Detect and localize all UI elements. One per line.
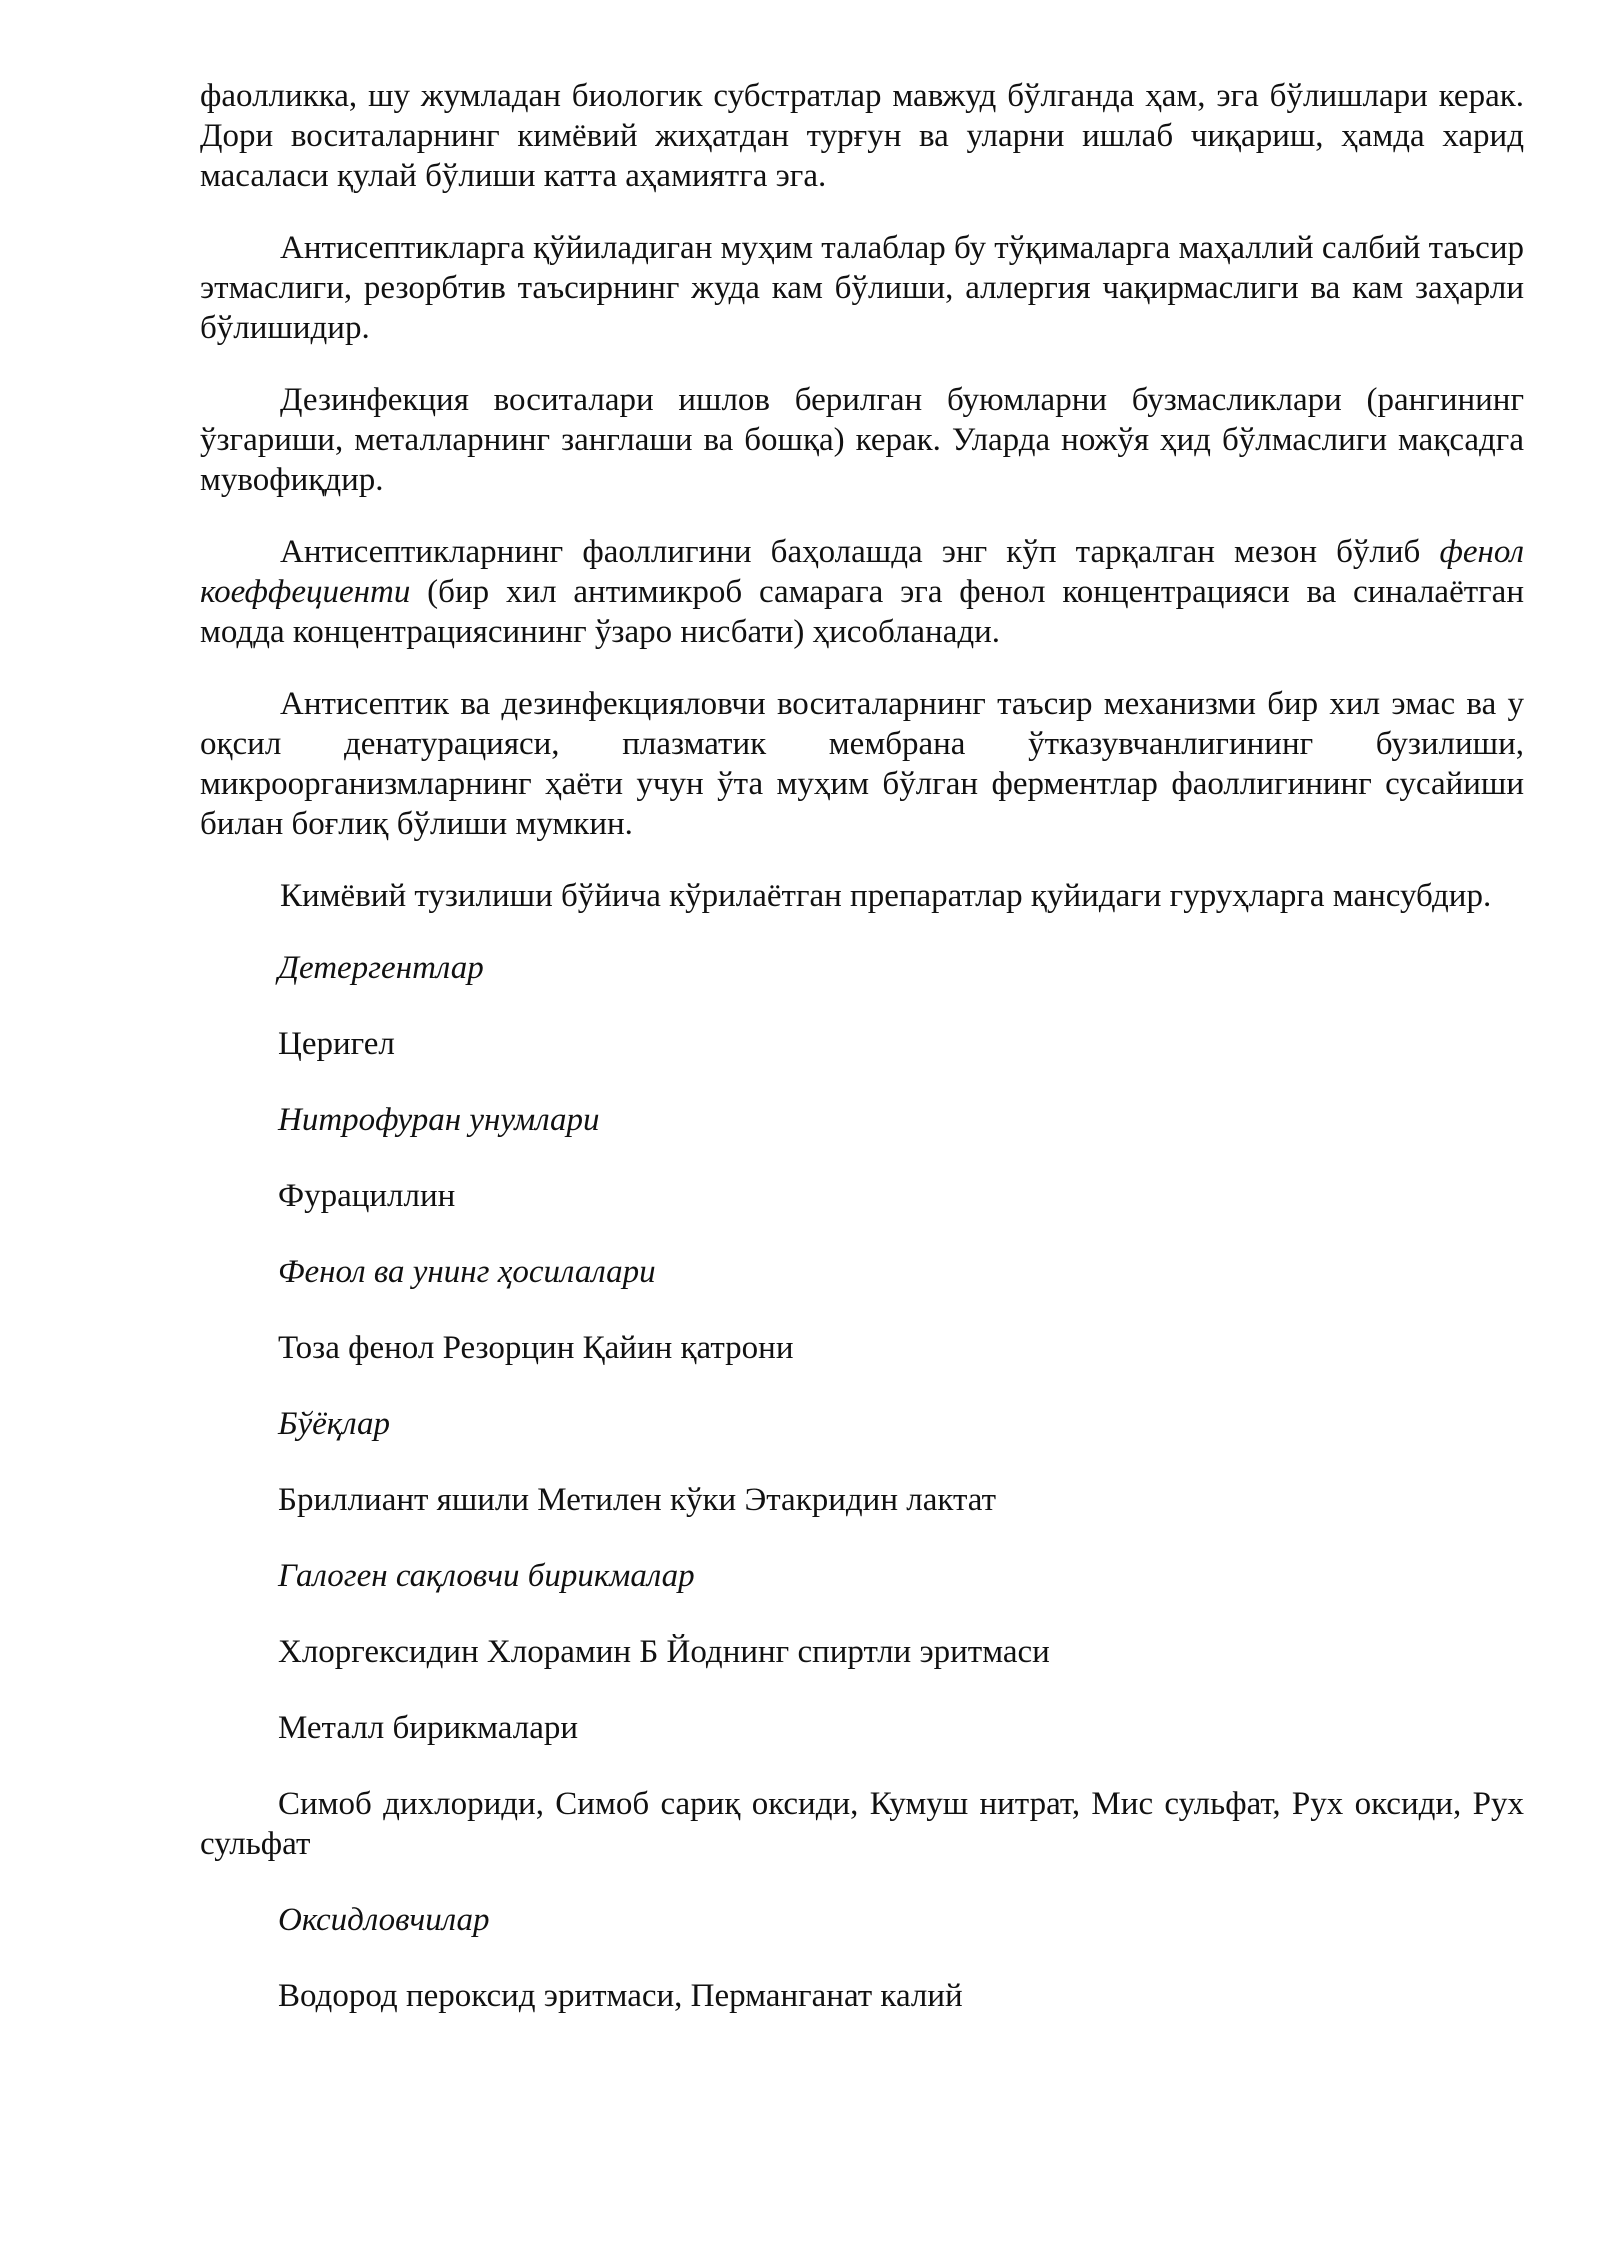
group-heading-oxidizers: Оксидловчилар	[278, 1902, 490, 1938]
group-heading-phenols: Фенол ва унинг ҳосилалари	[278, 1254, 656, 1290]
group-items-metal-compounds: Симоб дихлориди, Симоб сариқ оксиди, Кумуш нитрат, Мис сульфат, Рух оксиди, Рух сульфат	[200, 1786, 1524, 1862]
paragraph-3: Дезинфекция воситалари ишлов берилган буюмларни бузмасликлари (рангининг ўзгариши, металларнинг занглаши ва бошқа) керак. Уларда ножўя ҳид бўлмаслиги мақсадга мувофиқдир.	[200, 382, 1524, 498]
paragraph-4-text-start: Антисептикларнинг фаоллигини баҳолашда энг кўп тарқалган мезон бўлиб	[280, 534, 1440, 570]
document-body	[200, 76, 1524, 2016]
paragraph-6: Кимёвий тузилиши бўйича кўрилаётган препаратлар қуйидаги гуруҳларга мансубдир.	[280, 878, 1492, 914]
group-heading-dyes: Бўёқлар	[278, 1406, 390, 1442]
group-items-oxidizers: Водород пероксид эритмаси, Перманганат калий	[278, 1978, 963, 2014]
paragraph-4-text-end: (бир хил антимикроб самарага эга фенол концентрацияси ва синалаётган модда концентрациясининг ўзаро нисбати) ҳисобланади.	[200, 574, 1524, 650]
group-heading-nitrofurans: Нитрофуран унумлари	[278, 1102, 600, 1138]
paragraph-4-italic-term: фенол коеффециенти	[200, 534, 1524, 610]
group-items-detergents: Церигел	[278, 1026, 395, 1062]
paragraph-5: Антисептик ва дезинфекцияловчи воситаларнинг таъсир механизми бир хил эмас ва у оқсил денатурацияси, плазматик мембрана ўтказувчанлигининг бузилиши, микроорганизмларнинг ҳаёти учун ўта муҳим бўлган ферментлар фаоллигининг сусайиши билан боғлиқ бўлиши мумкин.	[200, 686, 1524, 842]
paragraph-2: Антисептикларга қўйиладиган муҳим талаблар бу тўқималарга маҳаллий салбий таъсир этмаслиги, резорбтив таъсирнинг жуда кам бўлиши, аллергия чақирмаслиги ва кам заҳарли бўлишидир.	[200, 230, 1524, 346]
group-heading-metal-compounds: Металл бирикмалари	[278, 1710, 579, 1746]
drug-groups-list	[200, 948, 1524, 2016]
group-items-halogens: Хлоргексидин Хлорамин Б Йоднинг спиртли эритмаси	[278, 1634, 1050, 1670]
paragraph-4	[200, 532, 1524, 652]
group-items-dyes: Бриллиант яшили Метилен кўки Этакридин лактат	[278, 1482, 997, 1518]
group-items-phenols: Тоза фенол Резорцин Қайин қатрони	[278, 1330, 794, 1366]
group-heading-detergents: Детергентлар	[278, 950, 484, 986]
paragraph-1: фаолликка, шу жумладан биологик субстратлар мавжуд бўлганда ҳам, эга бўлишлари керак. Дори воситаларнинг кимёвий жиҳатдан турғун ва уларни ишлаб чиқариш, ҳамда харид масаласи қулай бўлиши катта аҳамиятга эга.	[200, 78, 1524, 194]
group-heading-halogens: Галоген сақловчи бирикмалар	[278, 1558, 695, 1594]
group-items-nitrofurans: Фурациллин	[278, 1178, 456, 1214]
